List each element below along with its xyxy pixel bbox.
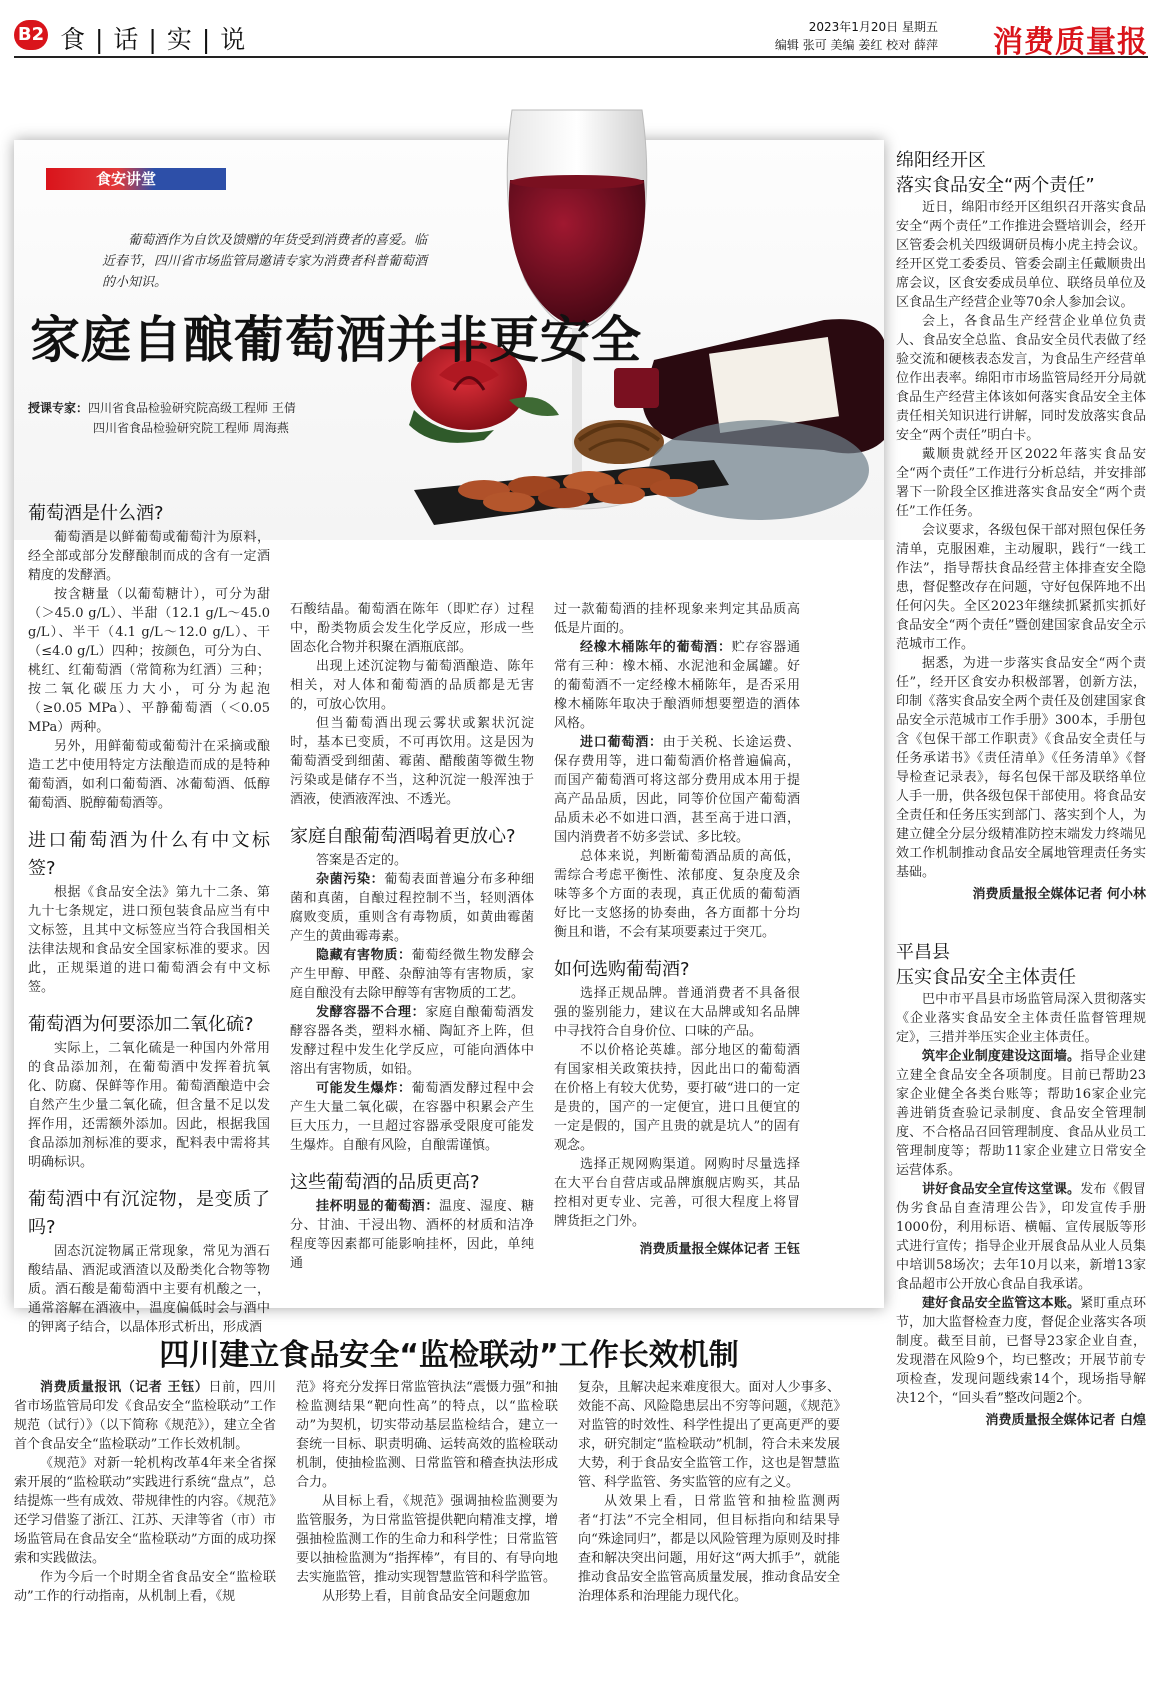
paragraph-text: 紧盯重点环节，加大监督检查力度，督促企业落实各项制度。截至目前，已督导23家企业自查，发现潜在风险9个，均已整改；开展节前专项检查，发现问题线索14个，现场指导解决12个，“回头看”整改问题2个。 — [896, 1296, 1146, 1406]
subhead-sediment: 葡萄酒中有沉淀物，是变质了吗? — [28, 1189, 270, 1238]
paragraph — [290, 1003, 534, 1079]
subhead-what-is-wine: 葡萄酒是什么酒? — [28, 503, 164, 524]
subhead-homemade-wine: 家庭自酿葡萄酒喝着更放心? — [290, 826, 516, 847]
bottom-column-3 — [578, 1378, 840, 1606]
paragraph: 作为今后一个时期全省食品安全“监检联动”工作的行动指南，从机制上看，《规 — [14, 1570, 276, 1604]
paragraph: 巴中市平昌县市场监管局深入贯彻落实《企业落实食品安全主体责任监督管理规定》，三措并举压实企业主体责任。 — [896, 992, 1146, 1045]
paragraph: 不以价格论英雄。部分地区的葡萄酒有国家相关政策扶持，因此出口的葡萄酒在价格上有较大优势，要打破“进口的一定是贵的，国产的一定便宜，进口且便宜的一定是假的，国产且贵的就是坑人”的固有观念。 — [554, 1043, 800, 1153]
paragraph: 会上，各食品生产经营企业单位负责人、食品安全总监、食品安全员代表做了经验交流和硬核表态发言，为食品生产经营单位作出表率。绵阳市市场监管局经开分局就食品生产经营主体该如何落实食品安全主体责任相关知识进行讲解，同时发放落实食品安全“两个责任”明白卡。 — [896, 314, 1146, 443]
issue-date: 2023年1月20日 星期五 — [808, 20, 938, 34]
bold-lead: 进口葡萄酒： — [580, 735, 663, 750]
paragraph: 出现上述沉淀物与葡萄酒酿造、陈年相关，对人体和葡萄酒的品质都是无害的，可放心饮用。 — [290, 659, 534, 712]
experts-label: 授课专家： — [28, 401, 89, 415]
paragraph-text: 葡萄经微生物发酵会产生甲醇、甲醛、杂醇油等有害物质，家庭自酿没有去除甲醇等有害物质的工艺。 — [290, 948, 534, 1001]
paragraph — [290, 946, 534, 1003]
paragraph: 复杂，且解决起来难度很大。面对人少事多、效能不高、风险隐患层出不穷等问题，《规范》对监管的时效性、科学性提出了更高更严的要求，研究制定“监检联动”机制，符合未来发展大势，利于食品安全监管工作，这也是智慧监管、科学监管、务实监管的应有之义。 — [578, 1380, 840, 1490]
pinecone-illustration — [574, 420, 664, 464]
paragraph: 答案是否定的。 — [316, 853, 408, 868]
paragraph: 按含糖量（以葡萄糖计），可分为甜（＞45.0 g/L）、半甜（12.1 g/L～45.0 g/L）、半干（4.1 g/L～12.0 g/L）、干（≤4.0 g/L）四种；按颜色，可分为白、桃红、红葡萄酒（常简称为红酒）三种；按二氧化碳压力大小，可分为起泡（≥0.05 MPa）、平静葡萄酒（＜0.05 MPa）两种。 — [28, 587, 270, 735]
bottom-column-1 — [14, 1378, 276, 1606]
paragraph: 固态沉淀物属正常现象，常见为酒石酸结晶、酒泥或酒渣以及酚类化合物等物质。酒石酸是葡萄酒中主要有机酸之一，通常溶解在酒液中，温度偏低时会与酒中的钾离子结合，以晶体形式析出，形成酒 — [28, 1244, 270, 1335]
paragraph-text: 贮存容器通常有三种：橡木桶、水泥池和金属罐。好的葡萄酒不一定经橡木桶陈年，是否采用橡木桶陈年取决于酿酒师想要塑造的酒体风格。 — [554, 640, 800, 731]
byline: 消费质量报全媒体记者 白煌 — [985, 1413, 1146, 1428]
subhead-higher-quality: 这些葡萄酒的品质更高? — [290, 1172, 480, 1193]
paragraph: 另外，用鲜葡萄或葡萄汁在采摘或酿造工艺中使用特定方法酿造而成的是特种葡萄酒，如利口葡萄酒、冰葡萄酒、低醇葡萄酒、脱醇葡萄酒等。 — [28, 739, 270, 811]
paragraph: 但当葡萄酒出现云雾状或絮状沉淀时，基本已变质，不可再饮用。这是因为葡萄酒受到细菌、霉菌、醋酸菌等微生物污染或是储存不当，这种沉淀一般浑浊于酒液，使酒液浑浊、不透光。 — [290, 716, 534, 807]
paragraph: 石酸结晶。葡萄酒在陈年（即贮存）过程中，酚类物质会发生化学反应，形成一些固态化合物并积聚在酒瓶底部。 — [290, 602, 534, 655]
paragraph-text: 发布《假冒伪劣食品自查清理公告》，印发宣传手册1000份，利用标语、横幅、宣传展版等形式进行宣传；指导企业开展食品从业人员集中培训58场次；去年10月以来，新增13家食品超市公开放心食品自我承诺。 — [896, 1182, 1146, 1292]
paragraph: 葡萄酒是以鲜葡萄或葡萄汁为原料，经全部或部分发酵酿制而成的含有一定酒精度的发酵酒。 — [28, 530, 270, 583]
bottom-article-headline: 四川建立食品安全“监检联动”工作长效机制 — [159, 1338, 739, 1373]
rail-article-2-title-line-1: 平昌县 — [896, 942, 950, 963]
paragraph: 戴顺贵就经开区2022年落实食品安全“两个责任”工作进行分析总结，并安排部署下一阶段全区推进落实食品安全“两个责任”工作任务。 — [896, 447, 1146, 519]
bold-lead: 挂杯明显的葡萄酒： — [316, 1199, 439, 1214]
bold-lead: 隐藏有害物质： — [316, 948, 412, 963]
feature-column-3 — [554, 600, 800, 1261]
paragraph — [290, 870, 534, 946]
dateline: 消费质量报讯（记者 王钰） — [40, 1380, 209, 1395]
bold-lead: 筑牢企业制度建设这面墙。 — [922, 1049, 1081, 1064]
paragraph: 选择正规网购渠道。网购时尽量选择在大平台自营店或品牌旗舰店购买，其品控相对更专业、完善，可很大程度上将冒牌货拒之门外。 — [554, 1157, 800, 1229]
paragraph: 《规范》对新一轮机构改革4年来全省探索开展的“监检联动”实践进行系统“盘点”，总结提炼一些有成效、带规律性的内容。《规范》还学习借鉴了浙江、江苏、天津等省（市）市场监管局在食品安全“监检联动”方面的成功探索和实践做法。 — [14, 1456, 276, 1566]
paragraph: 选择正规品牌。普通消费者不具备很强的鉴别能力，建议在大品牌或知名品牌中寻找符合自身价位、口味的产品。 — [554, 986, 800, 1039]
subhead-chinese-label: 进口葡萄酒为什么有中文标签? — [28, 830, 270, 879]
expert-1: 四川省食品检验研究院高级工程师 王倩 — [88, 401, 296, 415]
paragraph — [896, 1047, 1146, 1180]
bottom-column-2 — [296, 1378, 558, 1606]
paragraph: 从目标上看，《规范》强调抽检监测要为监管服务，为日常监管提供靶向精准支撑，增强抽检监测工作的生命力和科学性；日常监管要以抽检监测为“指挥棒”，有目的、有导向地去实施监管，推动实现智慧监管和科学监管。 — [296, 1494, 558, 1585]
paragraph: 根据《食品安全法》第九十二条、第九十七条规定，进口预包装食品应当有中文标签，且其中文标签应当符合我国相关法律法规和食品安全国家标准的要求。因此，正规渠道的进口葡萄酒会有中文标签。 — [28, 885, 270, 995]
paragraph — [290, 1197, 534, 1273]
byline: 消费质量报全媒体记者 何小林 — [972, 887, 1146, 902]
bold-lead: 发酵容器不合理： — [316, 1005, 426, 1020]
paragraph: 近日，绵阳市经开区组织召开落实食品安全“两个责任”工作推进会暨培训会，经开区管委会机关四级调研员梅小虎主持会议。经开区党工委委员、管委会副主任戴顺贵出席会议，区食安委成员单位、联络员单位及区食品生产经营企业等70余人参加会议。 — [896, 200, 1146, 310]
paragraph-text: 日前，四川省市场监管局印发《食品安全“监检联动”工作规范（试行）》（以下简称《规范》），建立全省首个食品安全“监检联动”工作长效机制。 — [14, 1380, 276, 1452]
paragraph — [896, 1294, 1146, 1408]
feature-article — [14, 140, 884, 1335]
paragraph — [554, 638, 800, 733]
section-name: 食|话|实|说 — [60, 25, 256, 54]
bold-lead: 讲好食品安全宣传这堂课。 — [922, 1182, 1081, 1197]
paragraph: 总体来说，判断葡萄酒品质的高低，需综合考虑平衡性、浓郁度、复杂度及余味等多个方面的表现，真正优质的葡萄酒好比一支悠扬的协奏曲，各方面都十分均衡且和谐，不会有某项要素过于突兀。 — [554, 849, 800, 940]
paragraph — [290, 1079, 534, 1155]
paragraph-text: 葡萄表面普遍分布多种细菌和真菌，自酿过程控制不当，轻则酒体腐败变质，重则含有毒物质，如黄曲霉菌产生的黄曲霉毒素。 — [290, 872, 534, 944]
paragraph: 会议要求，各级包保干部对照包保任务清单，克服困难，主动履职，践行“一线工作法”，指导帮扶食品经营主体排查安全隐患，督促整改存在问题，守好包保阵地不出任何闪失。全区2023年继续抓紧抓实抓好食品安全“两个责任”暨创建国家食品安全示范城市工作。 — [896, 523, 1146, 652]
paragraph: 从形势上看，目前食品安全问题愈加 — [322, 1589, 531, 1604]
rail-spacer — [896, 906, 1146, 940]
feature-column-2 — [290, 600, 534, 1273]
masthead — [14, 14, 1148, 58]
paragraph: 从效果上看，日常监管和抽检监测两者“打法”不完全相同，但目标指向和结果导向“殊途同归”，都是以风险管理为原则及时排查和解决突出问题，用好这“两大抓手”，就能推动食品安全监管高质量发展，推动食品安全治理体系和治理能力现代化。 — [578, 1494, 840, 1604]
paragraph — [14, 1378, 276, 1454]
rail-article-1-title-line-2: 落实食品安全“两个责任” — [896, 175, 1095, 196]
column-tag: 食安讲堂 — [46, 168, 226, 190]
bold-lead: 杂菌污染： — [316, 872, 385, 887]
bold-lead: 建好食品安全监管这本账。 — [922, 1296, 1081, 1311]
paragraph — [896, 1180, 1146, 1294]
paragraph-text: 温度、湿度、糖分、甘油、干浸出物、酒杯的材质和洁净程度等因素都可能影响挂杯，因此，单纯通 — [290, 1199, 534, 1271]
bold-lead: 经橡木桶陈年的葡萄酒： — [580, 640, 732, 655]
expert-credits — [28, 398, 296, 438]
paragraph-text: 由于关税、长途运费、保存费用等，进口葡萄酒价格普遍偏高，而国产葡萄酒可将这部分费用成本用于提高产品品质，因此，同等价位国产葡萄酒品质未必不如进口酒，甚至高于进口酒，国内消费者不妨多尝试、多比较。 — [554, 735, 800, 845]
paragraph-text: 葡萄酒发酵过程中会产生大量二氧化碳，在容器中积累会产生巨大压力，一旦超过容器承受限度可能发生爆炸。自酿有风险，自酿需谨慎。 — [290, 1081, 534, 1153]
paragraph: 范》将充分发挥日常监管执法“震慑力强”和抽检监测结果“靶向性高”的特点，以“监检联动”为契机，切实带动基层监检结合，建立一套统一目标、职责明确、运转高效的监检联动机制，使抽检监测、日常监管和稽查执法形成合力。 — [296, 1380, 558, 1490]
feature-column-1 — [28, 500, 270, 1337]
paragraph: 实际上，二氧化硫是一种国内外常用的食品添加剂，在葡萄酒中发挥着抗氧化、防腐、保鲜等作用。葡萄酒酿造中会自然产生少量二氧化硫，但含量不足以发挥作用，还需额外添加。因此，根据我国食品添加剂标准的要求，配料表中需将其明确标识。 — [28, 1041, 270, 1170]
rail-article-1-title-line-1: 绵阳经开区 — [896, 150, 986, 171]
paragraph: 据悉，为进一步落实食品安全“两个责任”，经开区食安办积极部署，创新方法，印制《落实食品安全两个责任及创建国家食品安全示范城市工作手册》300本，手册包含《包保干部工作职责》《食品安全责任与任务承诺书》《责任清单》《任务清单》《督导检查记录表》，每名包保干部及联络单位人手一册，供各级包保干部使用。将食品安全责任和任务压实到部门、落实到个人，为建立健全分层分级精准防控末端发力终端见效工作机制推动食品安全属地管理责任务实基础。 — [896, 656, 1146, 880]
paragraph-text: 指导企业建立建全食品安全各项制度。目前已帮助23家企业健全各类台账等；帮助16家企业完善进销货查验记录制度、食品安全管理制度、不合格品召回管理制度、食品从业员工管理制度等；帮助11家企业建立日常安全运营体系。 — [896, 1049, 1146, 1178]
editor-credits: 编辑 张可 美编 姜红 校对 薛萍 — [774, 38, 938, 52]
subhead-how-to-buy: 如何选购葡萄酒? — [554, 959, 690, 980]
expert-2: 四川省食品检验研究院工程师 周海燕 — [93, 421, 289, 435]
rail-article-2-title-line-2: 压实食品安全主体责任 — [896, 967, 1076, 988]
paragraph-text: 家庭自酿葡萄酒发酵容器各类，塑料水桶、陶缸齐上阵，但发酵过程中发生化学反应，可能向酒体中溶出有害物质，如铅。 — [290, 1005, 534, 1077]
byline: 消费质量报全媒体记者 王钰 — [639, 1242, 800, 1257]
paragraph — [554, 733, 800, 847]
right-rail — [896, 148, 1146, 1432]
subhead-sulfur-dioxide: 葡萄酒为何要添加二氧化硫? — [28, 1014, 254, 1035]
feature-headline: 家庭自酿葡萄酒并非更安全 — [30, 311, 642, 369]
feature-intro: 葡萄酒作为自饮及馈赠的年货受到消费者的喜爱。临近春节，四川省市场监管局邀请专家为消费者科普葡萄酒的小知识。 — [102, 233, 428, 290]
paragraph: 过一款葡萄酒的挂杯现象来判定其品质高低是片面的。 — [554, 602, 800, 636]
newspaper-name: 消费质量报 — [993, 25, 1148, 60]
bold-lead: 可能发生爆炸： — [316, 1081, 412, 1096]
page-number-badge: B2 — [14, 20, 48, 50]
